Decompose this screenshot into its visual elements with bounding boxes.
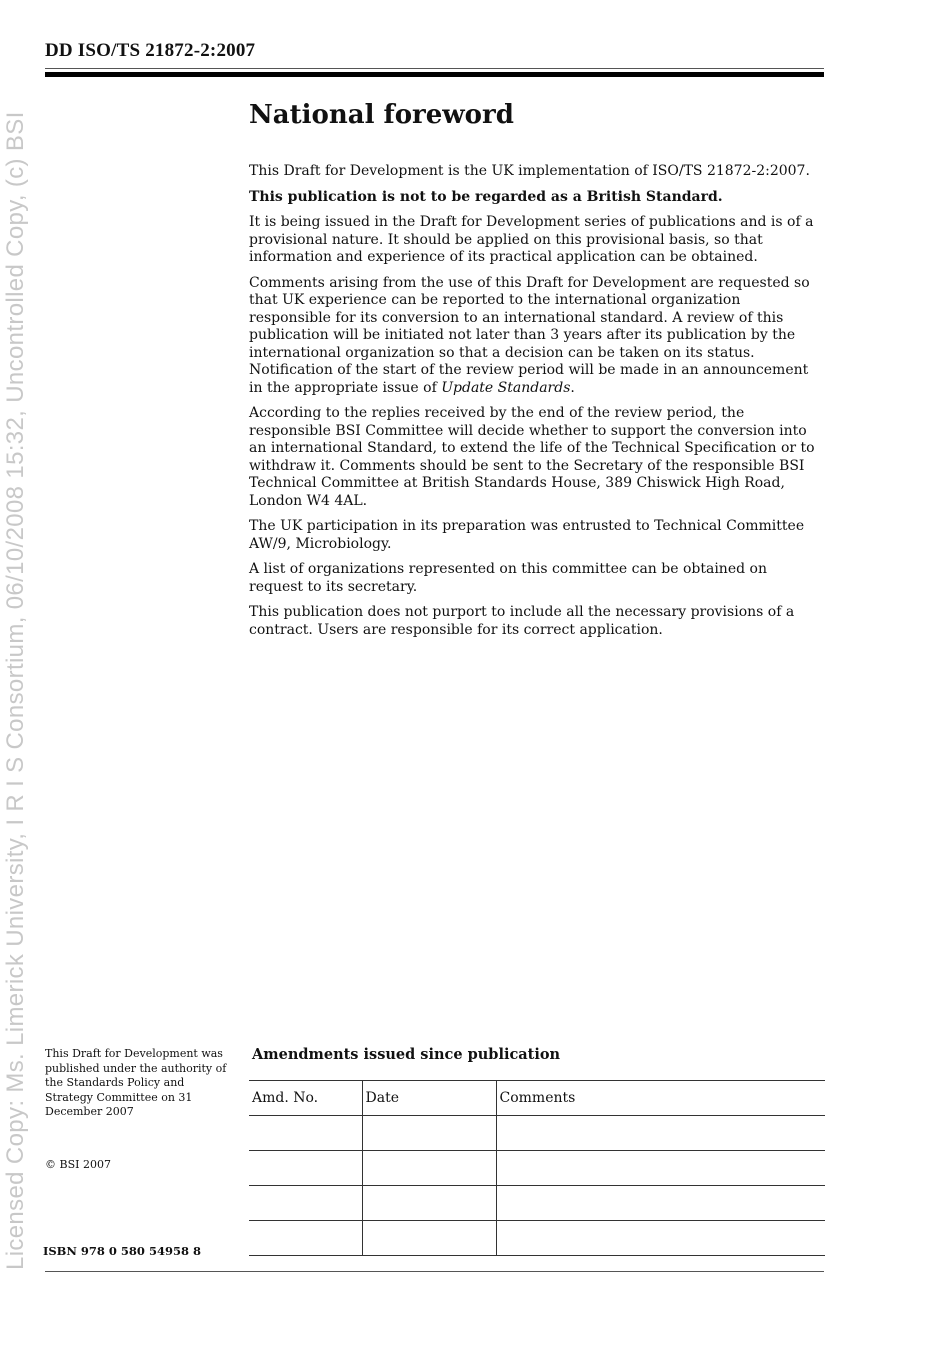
paragraph-disclaimer: This publication does not purport to include all the necessary provisions of a contract. Users are responsible for its correct application. (249, 604, 795, 638)
copyright-notice: © BSI 2007 (45, 1158, 111, 1171)
license-watermark: Licensed Copy: Ms. Limerick University, I R I S Consortium, 06/10/2008 15:32, Uncontrolled Copy, (c) BSI (2, 111, 29, 1270)
header-rule-thick (45, 72, 824, 77)
publication-note: This Draft for Development was published under the authority of the Standards Policy and Strategy Committee on 31 December 2007 (45, 1047, 227, 1118)
update-standards-title: Update Standards (441, 379, 571, 396)
table-cell (496, 1221, 825, 1256)
table-cell (496, 1151, 825, 1186)
header-rule-thin (45, 68, 824, 69)
column-header-date: Date (362, 1081, 496, 1116)
column-header-comments: Comments (496, 1081, 825, 1116)
paragraph-not-british-standard: This publication is not to be regarded as a British Standard. (249, 188, 723, 205)
comments-end: . (570, 379, 575, 396)
amendments-table (249, 1080, 825, 1256)
table-row (249, 1116, 825, 1151)
table-cell (362, 1116, 496, 1151)
paragraph-comments (249, 275, 824, 398)
isbn: ISBN 978 0 580 54958 8 (43, 1244, 201, 1258)
table-cell (496, 1186, 825, 1221)
document-id: DD ISO/TS 21872-2:2007 (45, 40, 256, 61)
paragraph-committee: The UK participation in its preparation was entrusted to Technical Committee AW/9, Microbiology. (249, 518, 805, 552)
table-cell (249, 1221, 362, 1256)
foreword-body (249, 163, 824, 647)
table-cell (362, 1151, 496, 1186)
table-cell (362, 1186, 496, 1221)
table-row (249, 1151, 825, 1186)
paragraph-implementation: This Draft for Development is the UK implementation of ISO/TS 21872-2:2007. (249, 163, 810, 179)
column-header-amd-no: Amd. No. (249, 1081, 362, 1116)
comments-text: Comments arising from the use of this Draft for Development are requested so that UK experience can be reported to the international organization responsible for its conversion to an international standard. A review of this publication will be initiated not later than 3 years after its publication by the international organization so that a decision can be taken on its status. Notification of the start of the review period will be made in an announcement in the appropriate issue of (249, 274, 810, 396)
paragraph-review: According to the replies received by the end of the review period, the responsible BSI Committee will decide whether to support the conversion into an international Standard, to extend the life of the Technical Specification or to withdraw it. Comments should be sent to the Secretary of the responsible BSI Technical Committee at British Standards House, 389 Chiswick High Road, London W4 4AL. (249, 405, 815, 509)
table-cell (362, 1221, 496, 1256)
table-cell (249, 1151, 362, 1186)
footer-rule (45, 1271, 824, 1272)
table-cell (496, 1116, 825, 1151)
paragraph-provisional: It is being issued in the Draft for Development series of publications and is of a provisional nature. It should be applied on this provisional basis, so that information and experience of its practical application can be obtained. (249, 214, 814, 265)
table-header-row (249, 1081, 825, 1116)
table-cell (249, 1116, 362, 1151)
page-title: National foreword (249, 100, 514, 130)
table-row (249, 1186, 825, 1221)
table-row (249, 1221, 825, 1256)
amendments-heading: Amendments issued since publication (252, 1046, 561, 1063)
table-cell (249, 1186, 362, 1221)
paragraph-organizations: A list of organizations represented on this committee can be obtained on request to its secretary. (249, 561, 767, 595)
